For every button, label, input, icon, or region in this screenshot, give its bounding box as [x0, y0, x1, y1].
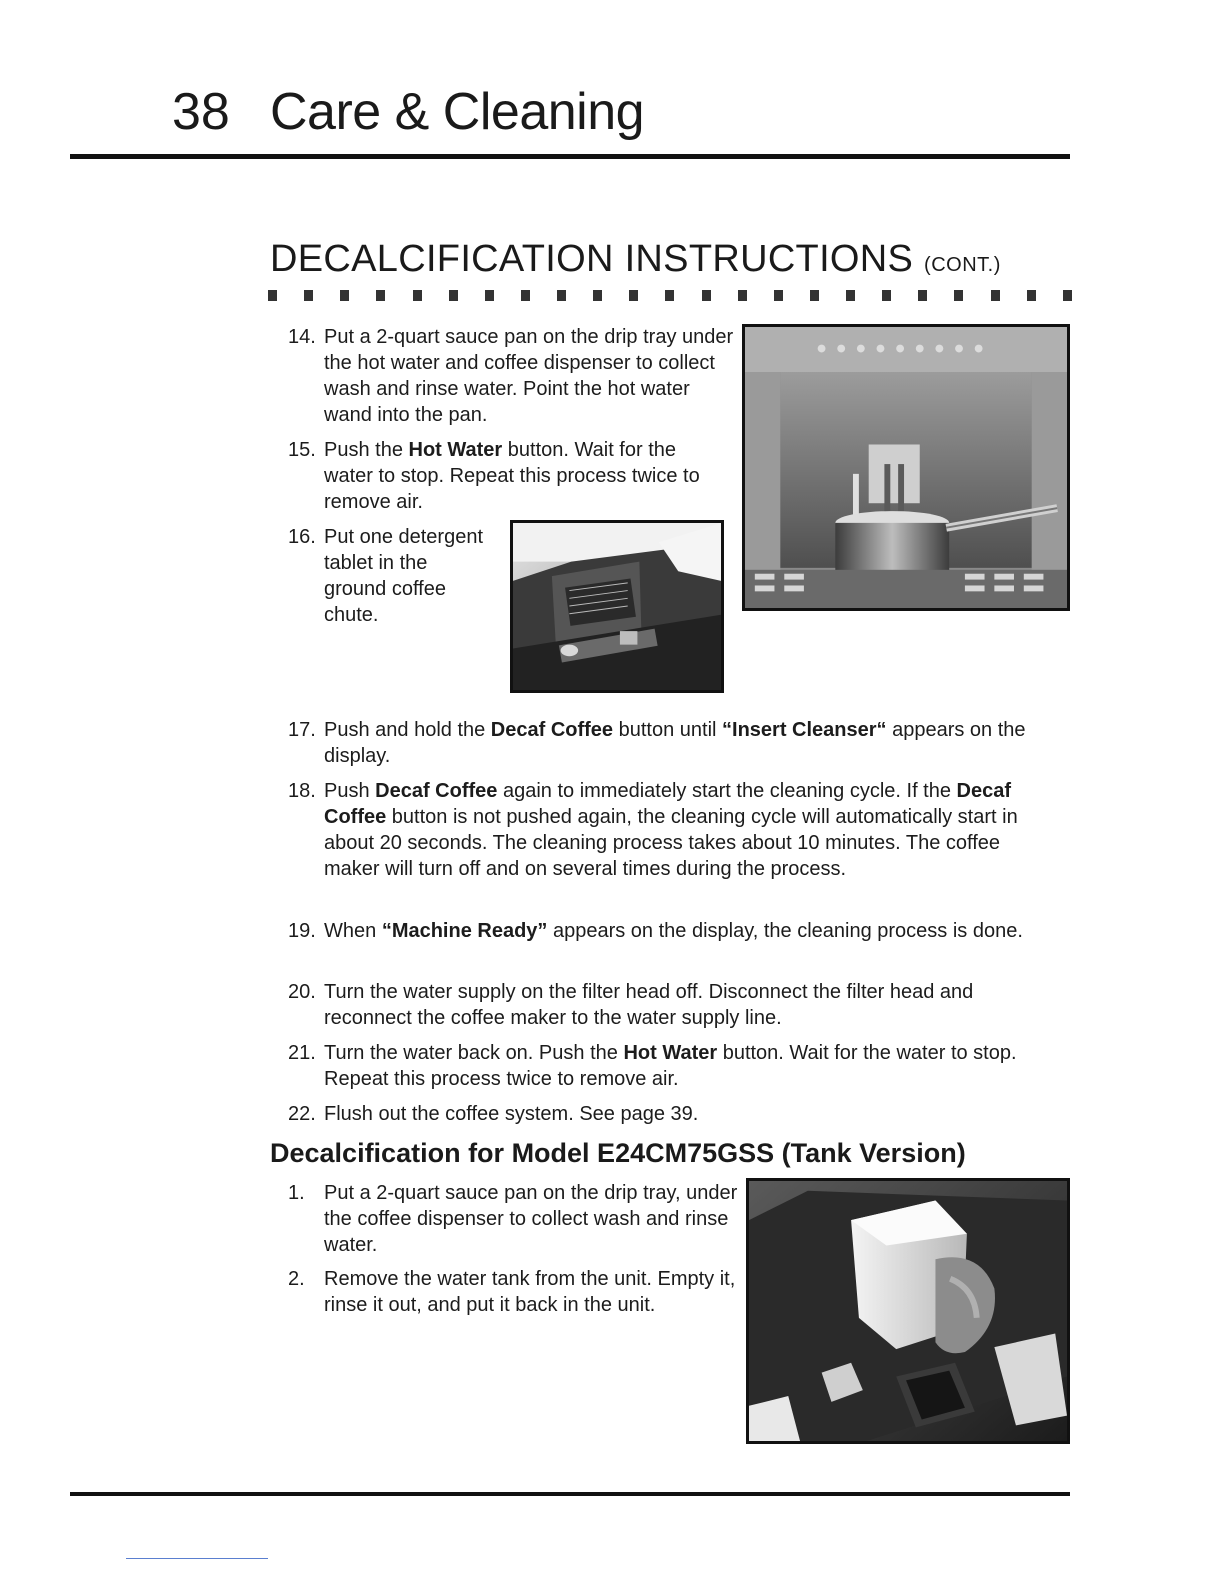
page-heading: Care & Cleaning: [270, 83, 645, 141]
step-number: 2.: [288, 1268, 305, 1290]
step-text: Flush out the coffee system. See page 39.: [324, 1103, 699, 1125]
header-rule: [70, 154, 1070, 159]
step-text: Put one detergent tablet in the ground coffee chute.: [324, 526, 484, 626]
step-number: 21.: [288, 1042, 316, 1064]
step-text: Put a 2-quart sauce pan on the drip tray under the hot water and coffee dispenser to collect wash and rinse water. Point the hot water wand into the pan.: [324, 326, 734, 426]
saucepan-photo: [742, 324, 1070, 611]
step-text: Push and hold the Decaf Coffee button until “Insert Cleanser“ appears on the display.: [324, 719, 1026, 767]
subsection-title: Decalcification for Model E24CM75GSS (Tank Version): [270, 1138, 966, 1168]
step-22: [288, 1101, 1048, 1127]
step-number: 15.: [288, 439, 316, 461]
step-number: 19.: [288, 920, 316, 942]
dotted-divider: [268, 290, 1072, 304]
section-title: [270, 236, 1001, 288]
detergent-tablet-image: [513, 523, 721, 690]
step-text: Put a 2-quart sauce pan on the drip tray, under the coffee dispenser to collect wash and rinse water.: [324, 1182, 738, 1256]
step-20: [288, 979, 1048, 1031]
step-text: Push Decaf Coffee again to immediately start the cleaning cycle. If the Decaf Coffee button is not pushed again, the cleaning cycle will automatically start in about 20 seconds. The cleaning process takes about 10 minutes. The coffee maker will turn off and on several times during the process.: [324, 780, 1018, 880]
page-number: 38: [172, 83, 230, 141]
step-number: 16.: [288, 526, 316, 548]
tank-step-1: [288, 1180, 738, 1258]
step-text: Remove the water tank from the unit. Empty it, rinse it out, and put it back in the unit.: [324, 1268, 736, 1316]
step-18: [288, 778, 1048, 908]
step-21: [288, 1040, 1048, 1092]
step-text: Turn the water back on. Push the Hot Water button. Wait for the water to stop. Repeat this process twice to remove air.: [324, 1042, 1017, 1090]
step-16: [288, 524, 492, 628]
section-title-cont: (CONT.): [924, 254, 1001, 276]
step-number: 1.: [288, 1182, 305, 1204]
step-14: [288, 324, 738, 428]
step-number: 18.: [288, 780, 316, 802]
step-number: 22.: [288, 1103, 316, 1125]
water-tank-image: [749, 1181, 1067, 1441]
step-number: 20.: [288, 981, 316, 1003]
section-title-main: DECALCIFICATION INSTRUCTIONS: [270, 238, 914, 280]
water-tank-photo: [746, 1178, 1070, 1444]
step-text: When “Machine Ready” appears on the display, the cleaning process is done.: [324, 920, 1023, 942]
tank-step-2: [288, 1266, 738, 1344]
footer-rule: [70, 1492, 1070, 1496]
saucepan-image: [745, 327, 1067, 608]
step-19: [288, 918, 1048, 970]
step-17: [288, 717, 1068, 769]
detergent-tablet-photo: [510, 520, 724, 693]
footer-link-line: [126, 1558, 268, 1559]
step-15: [288, 437, 728, 517]
step-text: Turn the water supply on the filter head off. Disconnect the filter head and reconnect the coffee maker to the water supply line.: [324, 981, 974, 1029]
step-text: Push the Hot Water button. Wait for the water to stop. Repeat this process twice to remove air.: [324, 439, 700, 513]
step-number: 17.: [288, 719, 316, 741]
step-number: 14.: [288, 326, 316, 348]
